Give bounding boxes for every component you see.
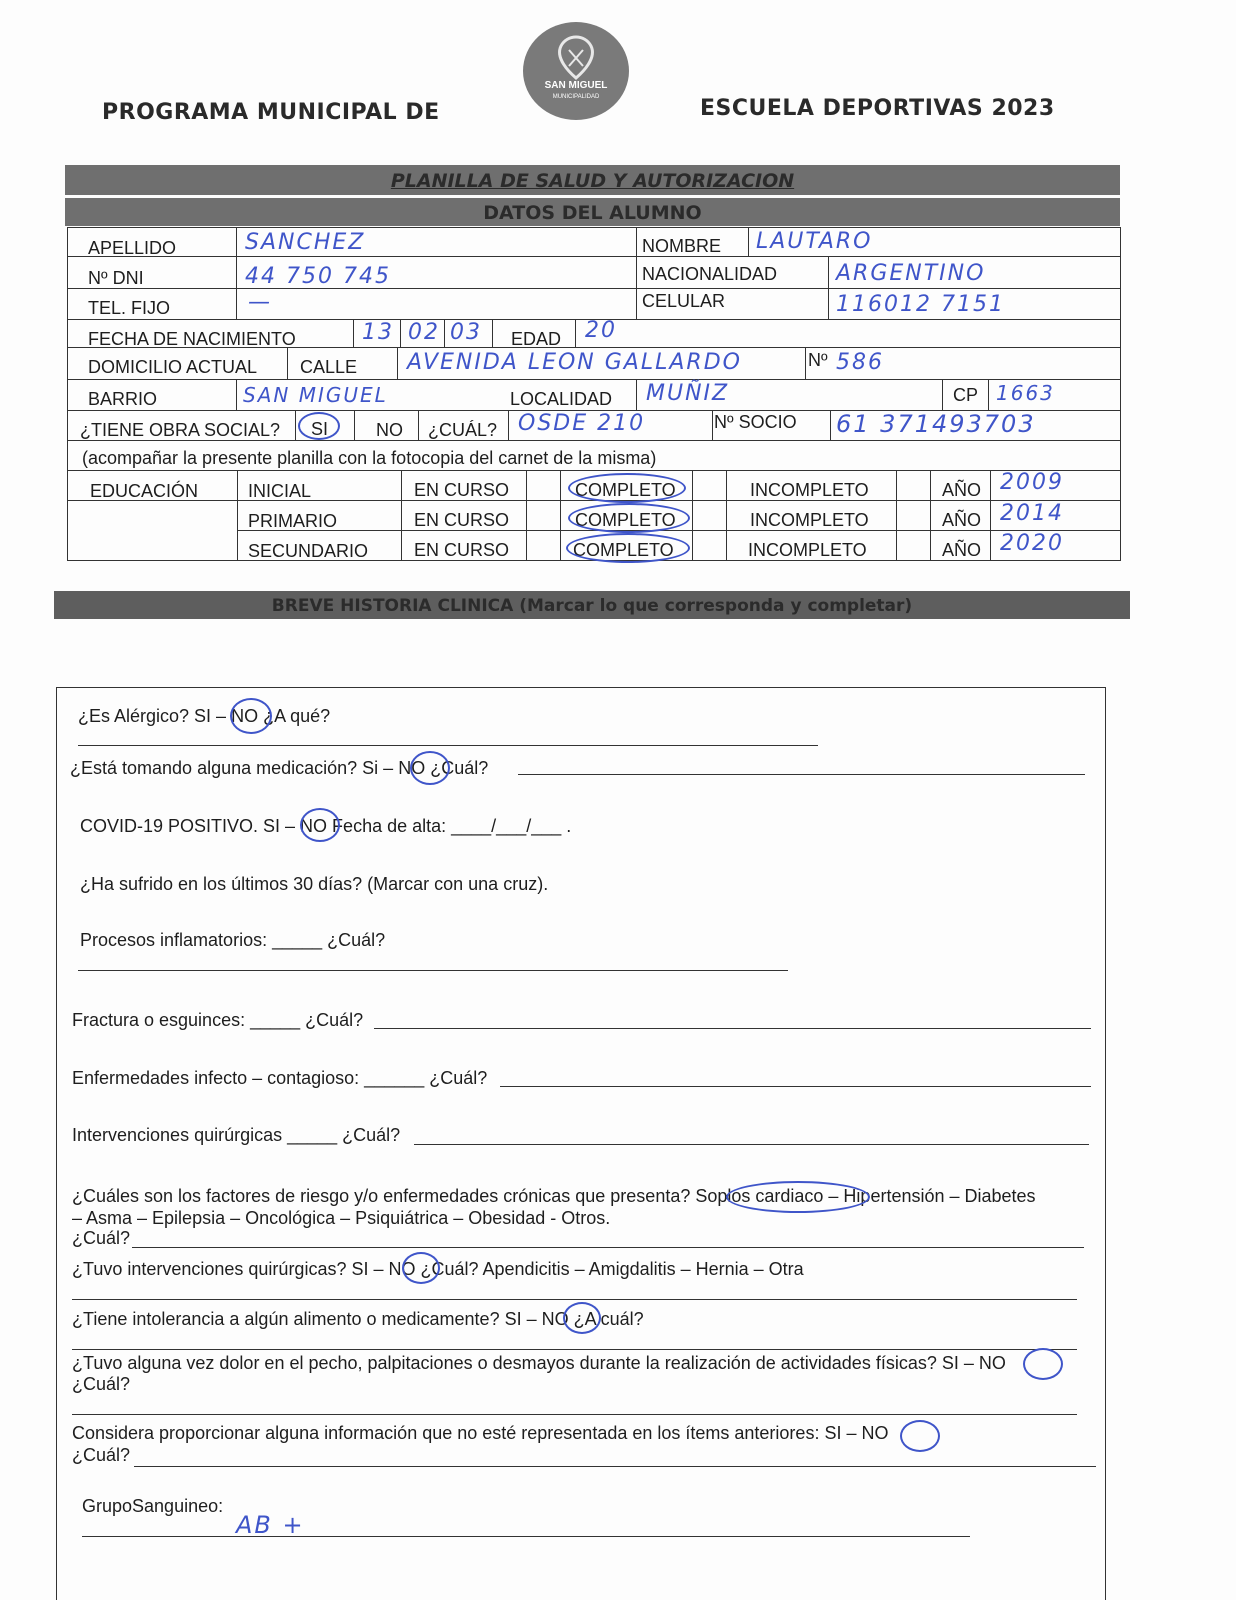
value-grupo-sanguineo: AB + xyxy=(236,1511,305,1539)
education-anio-label: AÑO xyxy=(942,510,982,530)
label-cual: ¿CUÁL? xyxy=(428,420,498,440)
question-factores-riesgo-cont: – Asma – Epilepsia – Oncológica – Psiquiátrica – Obesidad - Otros. xyxy=(72,1208,611,1228)
program-title: PROGRAMA MUNICIPAL DE xyxy=(102,100,440,125)
education-incompleto[interactable]: INCOMPLETO xyxy=(750,480,869,500)
question-informacion-adicional: Considera proporcionar alguna información que no esté representada en los ítems anteriores: SI – NO xyxy=(72,1423,889,1443)
logo-emblem-icon xyxy=(523,28,629,88)
value-apellido: SANCHEZ xyxy=(245,230,366,255)
education-completo[interactable]: COMPLETO xyxy=(575,480,676,500)
education-en-curso[interactable]: EN CURSO xyxy=(414,540,510,560)
question-factores-riesgo: ¿Cuáles son los factores de riesgo y/o enfermedades crónicas que presenta? Soplos cardiaco – Hipertensión – Diabetes xyxy=(72,1186,1036,1206)
education-completo[interactable]: COMPLETO xyxy=(575,510,676,530)
question-tuvo-intervenciones: ¿Tuvo intervenciones quirúrgicas? SI – NO ¿Cuál? Apendicitis – Amigdalitis – Hernia – Otra xyxy=(72,1259,804,1279)
label-dni: Nº DNI xyxy=(88,268,144,288)
education-anio-label: AÑO xyxy=(942,480,982,500)
education-anio-label: AÑO xyxy=(942,540,982,560)
selected-completo-circle xyxy=(568,503,690,533)
label-celular: CELULAR xyxy=(642,291,726,311)
label-nacionalidad: NACIONALIDAD xyxy=(642,264,778,284)
question-ultimos-30-dias: ¿Ha sufrido en los últimos 30 días? (Marcar con una cruz). xyxy=(80,874,549,894)
value-tel-fijo: — xyxy=(248,290,272,315)
value-dia: 13 xyxy=(362,320,394,345)
label-barrio: BARRIO xyxy=(88,389,158,409)
value-cp: 1663 xyxy=(996,381,1055,405)
education-year: 2020 xyxy=(1000,531,1064,556)
label-educacion: EDUCACIÓN xyxy=(90,481,199,501)
option-si[interactable]: SI xyxy=(311,419,329,439)
value-celular: 116012 7151 xyxy=(836,292,1005,317)
education-en-curso[interactable]: EN CURSO xyxy=(414,510,510,530)
value-anio: 03 xyxy=(450,320,482,345)
question-intervenciones: Intervenciones quirúrgicas _____ ¿Cuál? xyxy=(72,1125,401,1145)
education-incompleto[interactable]: INCOMPLETO xyxy=(748,540,867,560)
label-grupo-sanguineo: GrupoSanguineo: xyxy=(82,1496,224,1516)
municipal-logo xyxy=(523,22,629,120)
value-barrio: SAN MIGUEL xyxy=(243,383,388,407)
question-enfermedades-infecto: Enfermedades infecto – contagioso: ______ ¿Cuál? xyxy=(72,1068,488,1088)
value-numero: 586 xyxy=(836,350,884,375)
label-fecha-nacimiento: FECHA DE NACIMIENTO xyxy=(88,329,296,349)
education-year: 2009 xyxy=(1000,470,1064,495)
answer-no-circle xyxy=(230,698,272,734)
education-en-curso[interactable]: EN CURSO xyxy=(414,480,510,500)
logo-text: SAN MIGUEL xyxy=(544,80,608,91)
value-mes: 02 xyxy=(408,320,440,345)
answer-no-circle xyxy=(300,808,340,842)
answer-no-circle xyxy=(410,751,450,785)
question-covid: COVID-19 POSITIVO. SI – NO Fecha de alta: ____/___/___ . xyxy=(80,816,572,836)
label-localidad: LOCALIDAD xyxy=(510,389,613,409)
label-socio: Nº SOCIO xyxy=(714,412,797,432)
education-level: PRIMARIO xyxy=(248,511,338,531)
selected-completo-circle xyxy=(568,473,686,503)
education-incompleto[interactable]: INCOMPLETO xyxy=(750,510,869,530)
option-no[interactable]: NO xyxy=(376,420,403,440)
question-procesos-inflamatorios: Procesos inflamatorios: _____ ¿Cuál? xyxy=(80,930,386,950)
school-title: ESCUELA DEPORTIVAS 2023 xyxy=(700,96,1055,121)
form-title: PLANILLA DE SALUD Y AUTORIZACION xyxy=(65,165,1120,195)
answer-no-circle xyxy=(402,1252,440,1284)
question-dolor-pecho-cual: ¿Cuál? xyxy=(72,1374,131,1394)
value-dni: 44 750 745 xyxy=(245,264,391,289)
value-nombre: LAUTARO xyxy=(756,229,873,254)
answer-no-circle xyxy=(900,1420,940,1452)
logo-subtext: MUNICIPALIDAD xyxy=(552,94,600,100)
education-level: SECUNDARIO xyxy=(248,541,369,561)
label-domicilio: DOMICILIO ACTUAL xyxy=(88,357,258,377)
education-year: 2014 xyxy=(1000,501,1064,526)
question-intolerancia: ¿Tiene intolerancia a algún alimento o medicamente? SI – NO ¿A cuál? xyxy=(72,1309,644,1329)
value-socio: 61 371493703 xyxy=(836,410,1036,438)
question-alergico: ¿Es Alérgico? SI – NO ¿A qué? xyxy=(78,706,331,726)
label-calle: CALLE xyxy=(300,357,358,377)
history-title: BREVE HISTORIA CLINICA (Marcar lo que corresponda y completar) xyxy=(54,591,1130,619)
label-cp: CP xyxy=(953,385,979,405)
question-medicacion: ¿Está tomando alguna medicación? Si – NO ¿Cuál? xyxy=(70,758,489,778)
question-informacion-cual: ¿Cuál? xyxy=(72,1445,131,1465)
value-obra-social: OSDE 210 xyxy=(518,411,646,436)
question-fractura: Fractura o esguinces: _____ ¿Cuál? xyxy=(72,1010,364,1030)
question-dolor-pecho: ¿Tuvo alguna vez dolor en el pecho, palpitaciones o desmayos durante la realización de actividades físicas? SI – NO xyxy=(72,1353,1006,1373)
label-edad: EDAD xyxy=(511,329,562,349)
label-apellido: APELLIDO xyxy=(88,238,177,258)
section-student-title: DATOS DEL ALUMNO xyxy=(65,198,1120,226)
value-edad: 20 xyxy=(585,318,617,343)
label-numero: Nº xyxy=(808,350,828,370)
answer-soplos-circle xyxy=(726,1181,870,1213)
label-nombre: NOMBRE xyxy=(642,236,722,256)
education-completo[interactable]: COMPLETO xyxy=(573,540,674,560)
question-factores-cual: ¿Cuál? xyxy=(72,1228,131,1248)
obra-social-note: (acompañar la presente planilla con la fotocopia del carnet de la misma) xyxy=(82,448,657,468)
selected-si-circle xyxy=(298,412,340,440)
label-obra-social: ¿TIENE OBRA SOCIAL? xyxy=(80,420,281,440)
answer-no-circle xyxy=(1023,1348,1063,1380)
answer-no-circle xyxy=(563,1302,601,1334)
value-localidad: MUÑIZ xyxy=(646,381,730,406)
value-calle: AVENIDA LEON GALLARDO xyxy=(407,350,742,375)
education-level: INICIAL xyxy=(248,481,312,501)
label-tel-fijo: TEL. FIJO xyxy=(88,298,171,318)
value-nacionalidad: ARGENTINO xyxy=(836,261,986,286)
selected-completo-circle xyxy=(566,533,690,563)
